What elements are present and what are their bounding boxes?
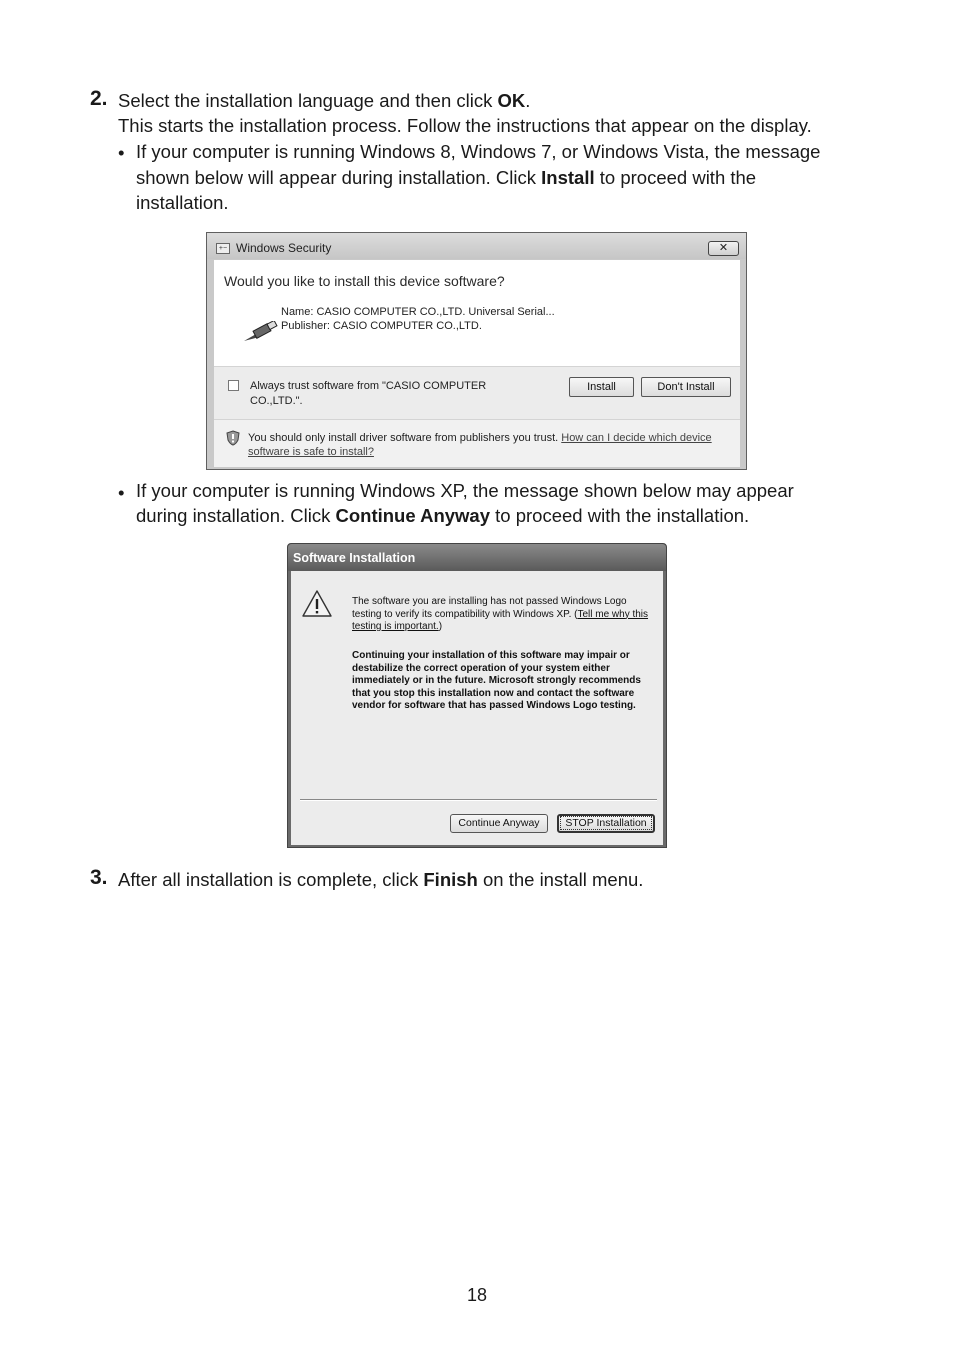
publisher-warning: You should only install driver software from publishers you trust. How can I decide which device software is safe to install? xyxy=(248,432,712,458)
window-icon: +− xyxy=(216,243,230,254)
dialog-titlebar xyxy=(207,233,746,259)
software-installation-dialog xyxy=(287,543,667,848)
warning-triangle-icon xyxy=(301,589,333,619)
page-number: 18 xyxy=(466,1285,488,1305)
help-link[interactable]: How can I decide which device software is safe to install? xyxy=(248,432,712,458)
close-button[interactable]: ✕ xyxy=(708,241,739,256)
device-name: Name: CASIO COMPUTER CO.,LTD. Universal Serial... xyxy=(281,306,555,318)
device-publisher: Publisher: CASIO COMPUTER CO.,LTD. xyxy=(281,320,482,332)
step-3-line: After all installation is complete, click Finish on the install menu. xyxy=(118,869,644,890)
dont-install-button[interactable]: Don't Install xyxy=(641,377,731,397)
separator xyxy=(300,799,657,801)
bullet-2-symbol: • xyxy=(118,482,125,503)
step-2-line-1: Select the installation language and then click OK. xyxy=(118,90,531,111)
step-3-number: 3. xyxy=(90,866,108,889)
continuing-warning-message: Continuing your installation of this software may impair or destabilize the correct operation of your system either immediately or in the future. Microsoft strongly recommends that you stop this installation now and contact the software vendor for software that has passed Windows Logo testing. xyxy=(352,650,641,711)
always-trust-label: Always trust software from "CASIO COMPUTER CO.,LTD.". xyxy=(250,380,487,407)
dialog-body xyxy=(291,571,663,845)
continue-anyway-button[interactable]: Continue Anyway xyxy=(450,814,548,833)
bullet-1-line-1: If your computer is running Windows 8, Windows 7, or Windows Vista, the message xyxy=(136,141,821,162)
always-trust-checkbox[interactable] xyxy=(228,380,239,391)
dialog-body xyxy=(214,260,740,466)
install-button[interactable]: Install xyxy=(569,377,634,397)
stop-installation-label: STOP Installation xyxy=(560,816,651,830)
usb-icon xyxy=(242,321,278,343)
bullet-1-line-3: installation. xyxy=(136,192,229,213)
bullet-2-line-1: If your computer is running Windows XP, the message shown below may appear xyxy=(136,480,794,501)
dialog-title: Windows Security xyxy=(236,241,332,255)
step-2-number: 2. xyxy=(90,87,108,110)
shield-icon xyxy=(226,430,240,446)
logo-testing-message: The software you are installing has not passed Windows Logo testing to verify its compatibility with Windows XP. (Tell me why this testing is important.) xyxy=(352,596,649,632)
bullet-1-line-2: shown below will appear during installation. Click Install to proceed with the xyxy=(136,167,757,188)
stop-installation-button[interactable] xyxy=(557,814,655,833)
step-2-line-2: This starts the installation process. Follow the instructions that appear on the display. xyxy=(118,115,812,136)
dialog-titlebar xyxy=(288,544,666,571)
install-question: Would you like to install this device software? xyxy=(224,273,505,289)
tell-me-why-link[interactable]: Tell me why this testing is important. xyxy=(352,608,649,632)
dialog-title: Software Installation xyxy=(293,551,416,565)
bullet-1-symbol: • xyxy=(118,142,125,163)
windows-security-dialog xyxy=(206,232,747,470)
bullet-2-line-2: during installation. Click Continue Anyway to proceed with the installation. xyxy=(136,505,750,526)
dialog-footer xyxy=(214,419,740,467)
dialog-options xyxy=(214,366,740,419)
